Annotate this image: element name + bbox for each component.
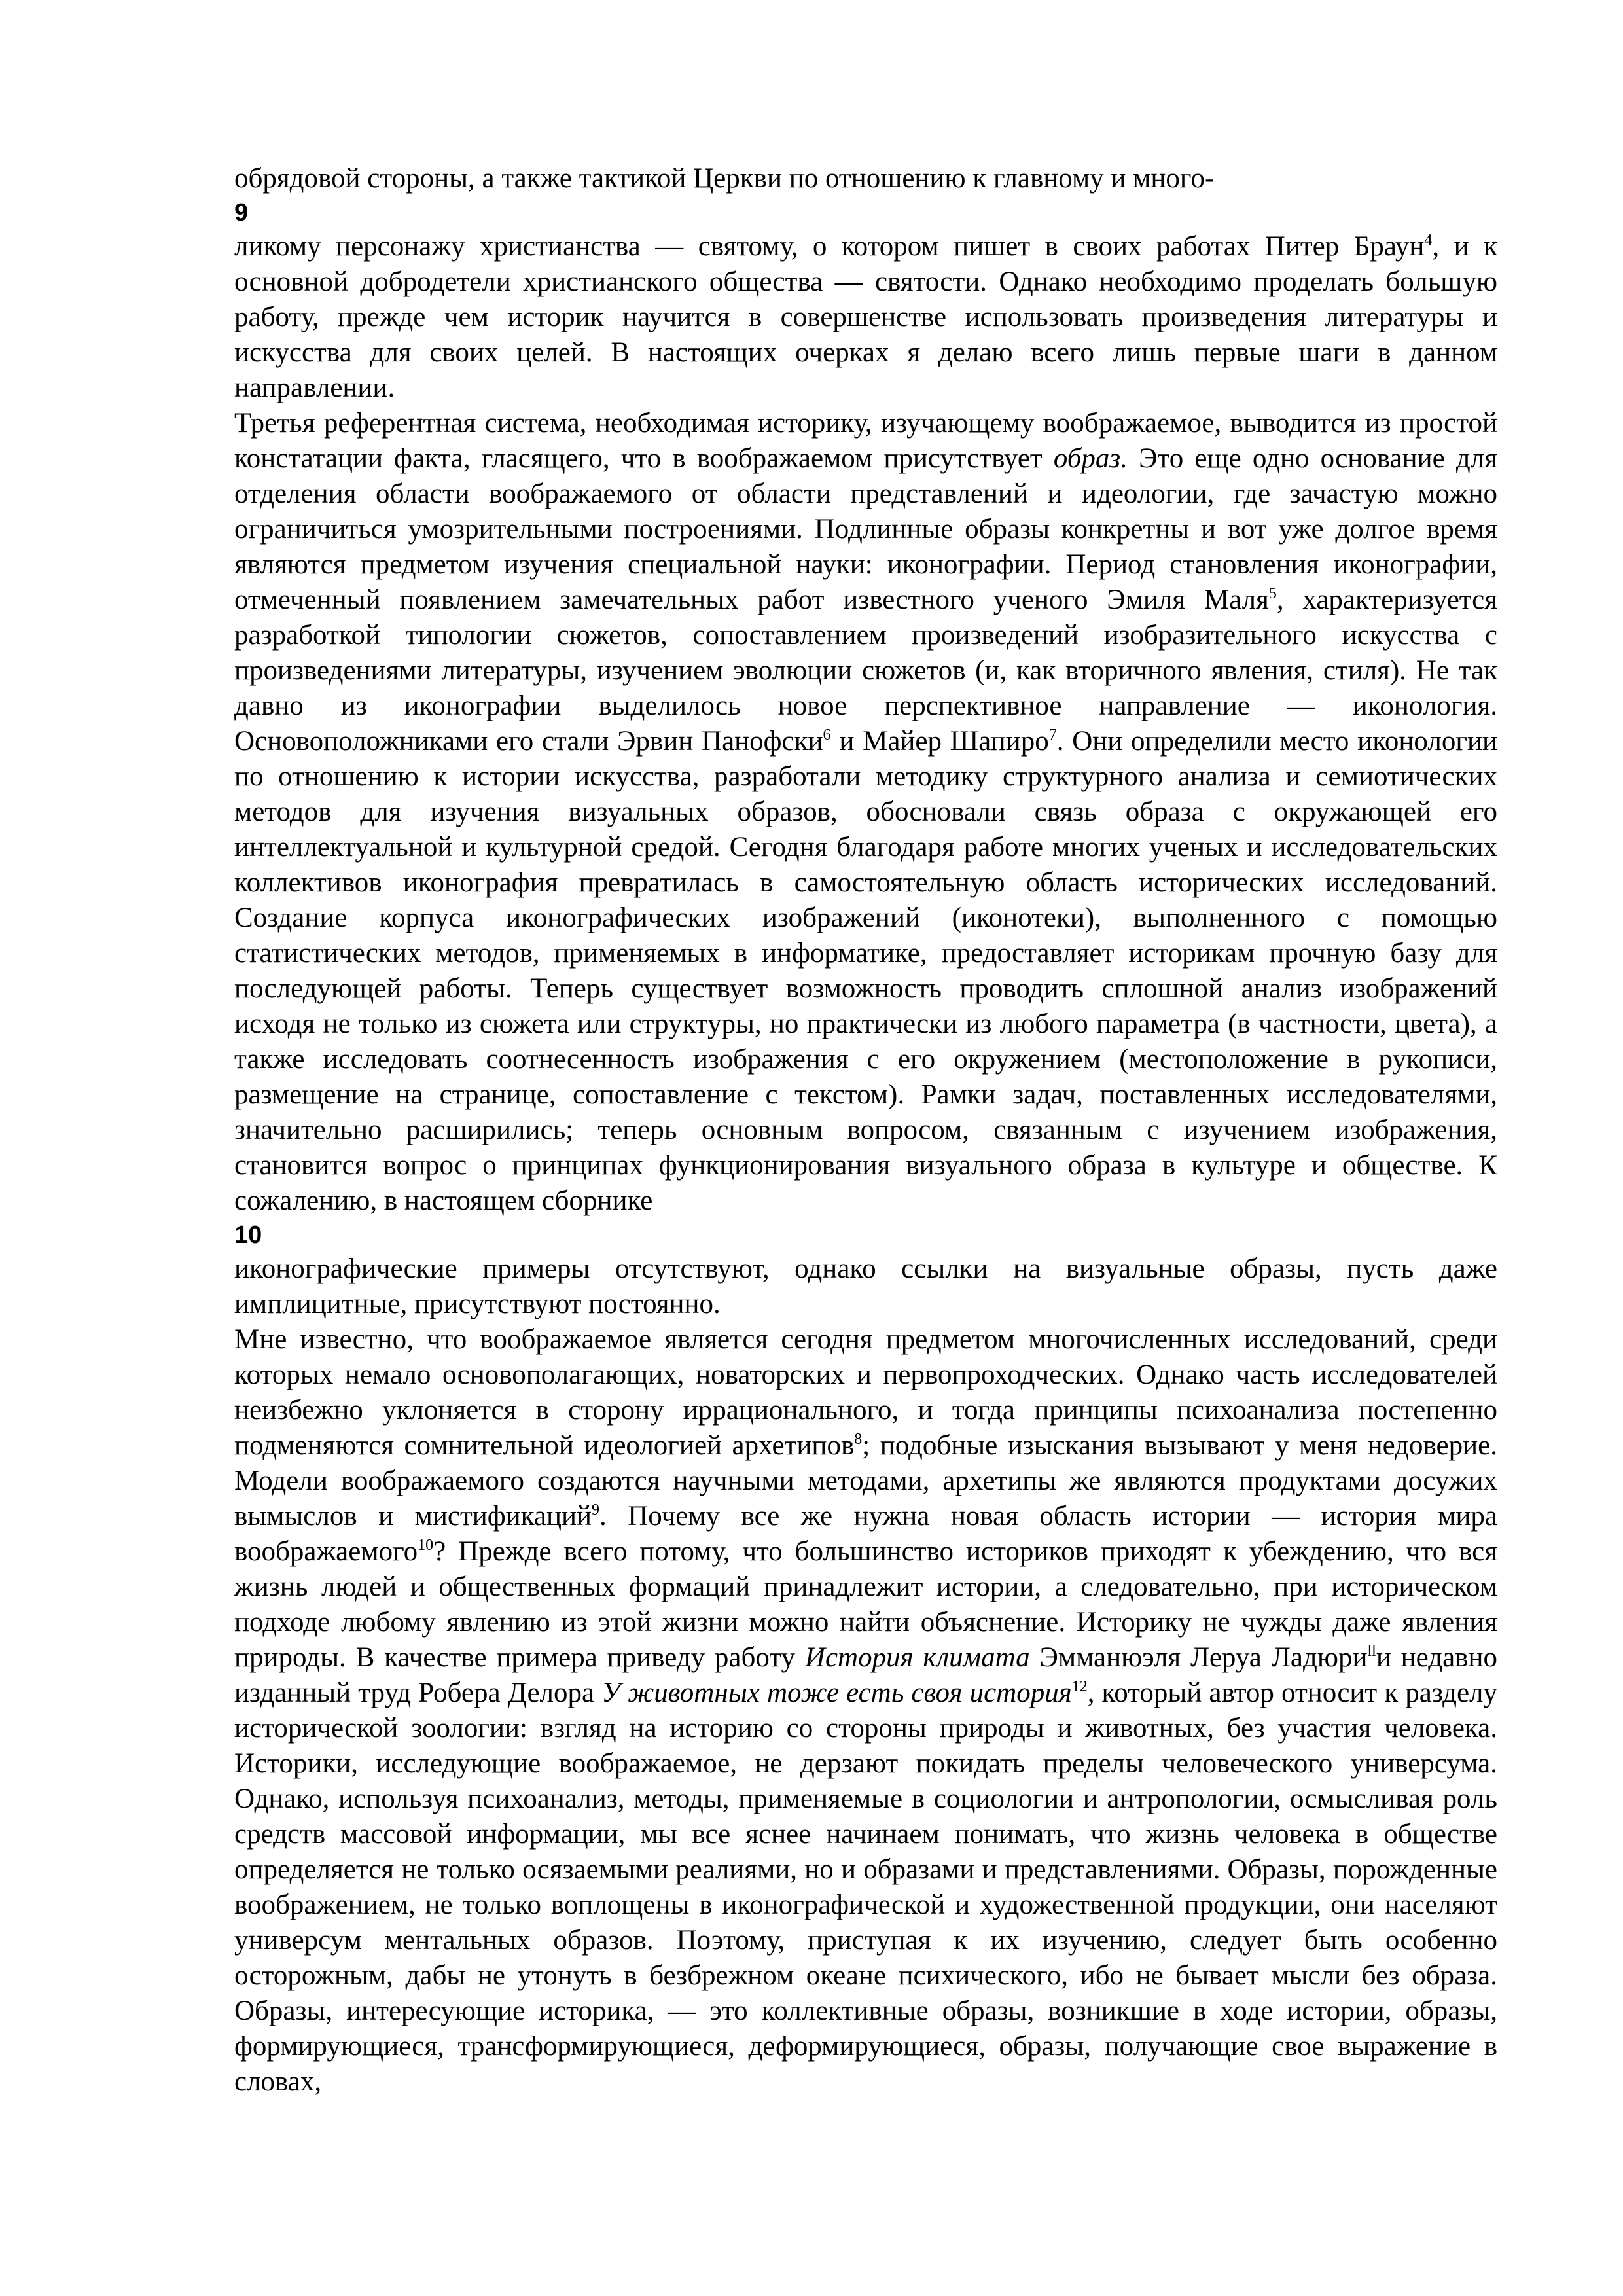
footnote-ref-12[interactable]: 12 — [1071, 1678, 1088, 1695]
p2-text-2: Это еще одно основание для отделения области воображаемого от области представлений и идеологии, где зачастую можно ограничиться умозрительными построениями. Подлинные образы конкретны и вот уже долгое время являются предметом изучения специальной науки: иконографии. Период становления иконографии, отмеченный появлением замечательных работ известного ученого Эмиля Маля — [234, 443, 1497, 615]
p4-text-5: Эмманюэля Леруа Ладюри — [1029, 1642, 1368, 1673]
p1-text-2: , и к основной добродетели христианского общества — святости. Однако необходимо проделать большую работу, прежде чем историк научится в совершенстве использовать произведения литературы и искусства для своих целей. В настоящих очерках я делаю всего лишь первые шаги в данном направлении. — [234, 231, 1497, 403]
p4-text-3: . Почему все же нужна новая область истории — история мира воображаемого — [234, 1501, 1498, 1567]
footnote-ref-5[interactable]: 5 — [1268, 585, 1277, 602]
footnote-ref-7[interactable]: 7 — [1048, 726, 1057, 744]
p2-text-1: Третья референтная система, необходимая историку, изучающему воображаемое, выводится из простой констатации факта, гласящего, что в воображаемом присутствует — [234, 408, 1497, 474]
footnote-ref-6[interactable]: 6 — [823, 726, 831, 744]
p2-text-3: , характеризуется разработкой типологии сюжетов, сопоставлением произведений изобразительного искусства с произведениями литературы, изучением эволюции сюжетов (и, как вторичного явления, стиля). Не так давно из иконографии выделилось новое перспективное направление — иконология. Основоположниками его стали Эрвин Панофски — [234, 584, 1497, 757]
p2-text-4: и Майер Шапиро — [830, 726, 1049, 757]
p4-text-1: Мне известно, что воображаемое является сегодня предметом многочисленных исследований, среди которых немало основополагающих, новаторских и первопроходческих. Однако часть исследователей неизбежно уклоняется в сторону иррационального, и тогда принципы психоанализа постепенно подменяются сомнительной идеологией архетипов — [234, 1324, 1497, 1461]
footnote-ref-8[interactable]: 8 — [854, 1431, 863, 1448]
page-number-9: 9 — [234, 199, 249, 226]
p2-emphasis-image: образ. — [1053, 443, 1128, 474]
page-number-10: 10 — [234, 1221, 262, 1249]
document-page — [234, 161, 1497, 2100]
footnote-ref-9[interactable]: 9 — [592, 1501, 599, 1518]
paragraph-1 — [234, 229, 1497, 406]
p2-text-5: . Они определили место иконологии по отношению к истории искусства, разработали методику структурного анализа и семиотических методов для изучения визуальных образов, обосновали связь образа с окружающей его интеллектуальной и культурной средой. Сегодня благодаря работе многих ученых и исследовательских коллективов иконография превратилась в самостоятельную область исторических исследований. Создание корпуса иконографических изображений (иконотеки), выполненного с помощью статистических методов, применяемых в информатике, предоставляет историкам прочную базу для последующей работы. Теперь существует возможность проводить сплошной анализ изображений исходя не только из сюжета или структуры, но практически из любого параметра (в частности, цвета), а также исследовать соотнесенность изображения с его окружением (местоположение в рукописи, размещение на странице, сопоставление с текстом). Рамки задач, поставленных исследователями, значительно расширились; теперь основным вопросом, связанным с изучением изображения, становится вопрос о принципах функционирования визуального образа в культуре и обществе. К сожалению, в настоящем сборнике — [234, 726, 1497, 1216]
paragraph-2 — [234, 406, 1497, 1219]
footnote-ref-4[interactable]: 4 — [1424, 232, 1433, 249]
footnote-ref-10[interactable]: 10 — [418, 1537, 434, 1554]
paragraph-3: иконографические примеры отсутствуют, однако ссылки на визуальные образы, пусть даже имплицитные, присутствуют постоянно. — [234, 1253, 1497, 1319]
footnote-ref-11[interactable]: ll — [1367, 1643, 1376, 1660]
p4-text-2: ; подобные изыскания вызывают у меня недоверие. Модели воображаемого создаются научными методами, архетипы же являются продуктами досужих вымыслов и мистификаций — [234, 1430, 1497, 1532]
p4-text-7: , который автор относит к разделу исторической зоологии: взгляд на историю со стороны природы и животных, без участия человека. Историки, исследующие воображаемое, не дерзают покидать пределы человеческого универсума. Однако, используя психоанализ, методы, применяемые в социологии и антропологии, осмысливая роль средств массовой информации, мы все яснее начинаем понимать, что жизнь человека в обществе определяется не только осязаемыми реалиями, но и образами и представлениями. Образы, порожденные воображением, не только воплощены в иконографической и художественной продукции, они населяют универсум ментальных образов. Поэтому, приступая к их изучению, следует быть особенно осторожным, дабы не утонуть в безбрежном океане психического, ибо не бывает мысли без образа. Образы, интересующие историка, — это коллективные образы, возникшие в ходе истории, образы, формирующиеся, трансформирующиеся, деформирующиеся, образы, получающие свое выражение в словах, — [234, 1677, 1497, 2097]
paragraph-lead: обрядовой стороны, а также тактикой Церкви по отношению к главному и много- — [234, 163, 1215, 194]
p1-text-1: ликому персонажу христианства — святому, о котором пишет в своих работах Питер Браун — [234, 231, 1425, 262]
p4-text-6: и недавно изданный труд Робера Делора — [234, 1642, 1497, 1708]
paragraph-4 — [234, 1322, 1497, 2100]
book-title-animals-history: У животных тоже есть своя история — [601, 1677, 1072, 1708]
book-title-climate-history: История климата — [804, 1642, 1030, 1673]
p4-text-4: ? Прежде всего потому, что большинство историков приходят к убеждению, что вся жизнь людей и общественных формаций принадлежит истории, а следовательно, при историческом подходе любому явлению из этой жизни можно найти объяснение. Историку не чужды даже явления природы. В качестве примера приведу работу — [234, 1536, 1497, 1673]
